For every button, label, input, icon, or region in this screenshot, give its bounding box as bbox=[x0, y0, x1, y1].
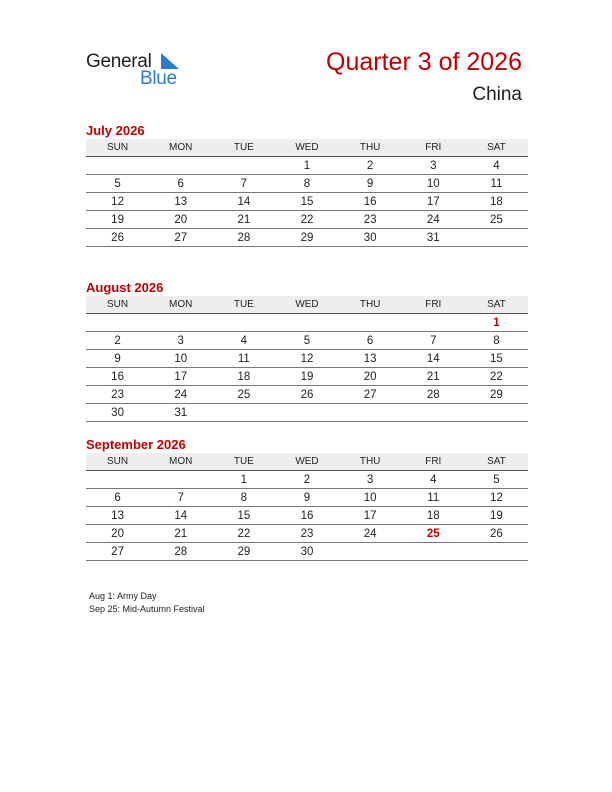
month-title: August 2026 bbox=[86, 280, 164, 295]
day-cell: 13 bbox=[149, 193, 212, 211]
day-cell: 5 bbox=[275, 332, 338, 350]
day-cell: 4 bbox=[465, 157, 528, 175]
holiday-note: Sep 25: Mid-Autumn Festival bbox=[89, 603, 205, 614]
empty-day-cell bbox=[86, 314, 149, 332]
day-cell: 8 bbox=[465, 332, 528, 350]
day-cell: 2 bbox=[339, 157, 402, 175]
week-row bbox=[86, 314, 528, 332]
week-row bbox=[86, 507, 528, 525]
empty-day-cell bbox=[86, 471, 149, 489]
week-row bbox=[86, 229, 528, 247]
month-title: September 2026 bbox=[86, 437, 186, 452]
weekday-header-row bbox=[86, 453, 528, 471]
day-cell: 9 bbox=[86, 350, 149, 368]
empty-day-cell bbox=[212, 157, 275, 175]
day-cell: 31 bbox=[149, 404, 212, 422]
day-cell: 7 bbox=[402, 332, 465, 350]
day-cell: 7 bbox=[212, 175, 275, 193]
weekday-header: THU bbox=[339, 296, 402, 314]
week-row bbox=[86, 175, 528, 193]
weekday-header: WED bbox=[275, 453, 338, 471]
day-cell: 22 bbox=[465, 368, 528, 386]
day-cell: 20 bbox=[339, 368, 402, 386]
weekday-header: THU bbox=[339, 139, 402, 157]
day-cell: 16 bbox=[275, 507, 338, 525]
month-july bbox=[86, 123, 528, 247]
month-title: July 2026 bbox=[86, 123, 145, 138]
day-cell: 11 bbox=[212, 350, 275, 368]
weekday-header: MON bbox=[149, 453, 212, 471]
empty-day-cell bbox=[339, 543, 402, 561]
day-cell: 17 bbox=[149, 368, 212, 386]
weekday-header: FRI bbox=[402, 139, 465, 157]
day-cell: 30 bbox=[339, 229, 402, 247]
day-cell: 23 bbox=[275, 525, 338, 543]
empty-day-cell bbox=[149, 314, 212, 332]
day-cell: 30 bbox=[275, 543, 338, 561]
day-cell: 16 bbox=[86, 368, 149, 386]
day-cell: 26 bbox=[275, 386, 338, 404]
day-cell: 10 bbox=[339, 489, 402, 507]
day-cell: 6 bbox=[149, 175, 212, 193]
day-cell: 23 bbox=[86, 386, 149, 404]
day-cell: 3 bbox=[149, 332, 212, 350]
day-cell: 27 bbox=[339, 386, 402, 404]
day-cell: 25 bbox=[465, 211, 528, 229]
empty-day-cell bbox=[402, 404, 465, 422]
day-cell: 12 bbox=[86, 193, 149, 211]
empty-day-cell bbox=[149, 471, 212, 489]
day-cell: 18 bbox=[402, 507, 465, 525]
day-cell: 2 bbox=[86, 332, 149, 350]
day-cell: 21 bbox=[402, 368, 465, 386]
day-cell: 18 bbox=[465, 193, 528, 211]
week-row bbox=[86, 193, 528, 211]
day-cell: 9 bbox=[275, 489, 338, 507]
calendar-table bbox=[86, 453, 528, 561]
day-cell: 11 bbox=[465, 175, 528, 193]
month-august bbox=[86, 280, 528, 422]
empty-day-cell bbox=[275, 314, 338, 332]
day-cell: 2 bbox=[275, 471, 338, 489]
day-cell: 13 bbox=[86, 507, 149, 525]
weekday-header: SAT bbox=[465, 296, 528, 314]
day-cell: 15 bbox=[275, 193, 338, 211]
week-row bbox=[86, 543, 528, 561]
empty-day-cell bbox=[86, 157, 149, 175]
holiday-notes bbox=[89, 590, 205, 615]
day-cell: 23 bbox=[339, 211, 402, 229]
week-row bbox=[86, 368, 528, 386]
weekday-header: SAT bbox=[465, 139, 528, 157]
day-cell: 15 bbox=[465, 350, 528, 368]
day-cell: 9 bbox=[339, 175, 402, 193]
weekday-header: FRI bbox=[402, 296, 465, 314]
weekday-header: TUE bbox=[212, 139, 275, 157]
logo-triangle-icon bbox=[161, 53, 179, 69]
day-cell: 5 bbox=[465, 471, 528, 489]
empty-day-cell bbox=[465, 229, 528, 247]
day-cell: 1 bbox=[212, 471, 275, 489]
empty-day-cell bbox=[212, 404, 275, 422]
weekday-header: MON bbox=[149, 296, 212, 314]
week-row bbox=[86, 332, 528, 350]
day-cell: 26 bbox=[465, 525, 528, 543]
month-september bbox=[86, 437, 528, 561]
day-cell: 22 bbox=[275, 211, 338, 229]
day-cell: 28 bbox=[402, 386, 465, 404]
empty-day-cell bbox=[339, 314, 402, 332]
day-cell: 8 bbox=[275, 175, 338, 193]
day-cell: 22 bbox=[212, 525, 275, 543]
day-cell: 27 bbox=[149, 229, 212, 247]
day-cell: 29 bbox=[465, 386, 528, 404]
day-cell: 14 bbox=[402, 350, 465, 368]
logo-blue-text: Blue bbox=[140, 68, 177, 89]
empty-day-cell bbox=[275, 404, 338, 422]
weekday-header: SUN bbox=[86, 296, 149, 314]
day-cell: 24 bbox=[402, 211, 465, 229]
weekday-header: WED bbox=[275, 296, 338, 314]
logo-general-text: General bbox=[86, 51, 152, 72]
day-cell: 12 bbox=[275, 350, 338, 368]
day-cell: 7 bbox=[149, 489, 212, 507]
week-row bbox=[86, 471, 528, 489]
weekday-header-row bbox=[86, 139, 528, 157]
empty-day-cell bbox=[212, 314, 275, 332]
day-cell: 10 bbox=[402, 175, 465, 193]
week-row bbox=[86, 350, 528, 368]
weekday-header: FRI bbox=[402, 453, 465, 471]
empty-day-cell bbox=[402, 543, 465, 561]
day-cell: 30 bbox=[86, 404, 149, 422]
day-cell: 3 bbox=[402, 157, 465, 175]
day-cell: 13 bbox=[339, 350, 402, 368]
day-cell: 31 bbox=[402, 229, 465, 247]
day-cell: 3 bbox=[339, 471, 402, 489]
weekday-header: THU bbox=[339, 453, 402, 471]
day-cell: 25 bbox=[212, 386, 275, 404]
page-title: Quarter 3 of 2026 bbox=[326, 48, 522, 76]
day-cell: 20 bbox=[86, 525, 149, 543]
empty-day-cell bbox=[149, 157, 212, 175]
weekday-header: TUE bbox=[212, 296, 275, 314]
weekday-header: SUN bbox=[86, 453, 149, 471]
day-cell: 6 bbox=[339, 332, 402, 350]
holiday-day-cell: 25 bbox=[402, 525, 465, 543]
weekday-header: SUN bbox=[86, 139, 149, 157]
day-cell: 4 bbox=[402, 471, 465, 489]
day-cell: 19 bbox=[465, 507, 528, 525]
day-cell: 5 bbox=[86, 175, 149, 193]
day-cell: 12 bbox=[465, 489, 528, 507]
day-cell: 17 bbox=[339, 507, 402, 525]
day-cell: 1 bbox=[275, 157, 338, 175]
day-cell: 24 bbox=[149, 386, 212, 404]
brand-logo bbox=[86, 51, 186, 91]
day-cell: 19 bbox=[275, 368, 338, 386]
week-row bbox=[86, 525, 528, 543]
day-cell: 6 bbox=[86, 489, 149, 507]
empty-day-cell bbox=[402, 314, 465, 332]
weekday-header: MON bbox=[149, 139, 212, 157]
day-cell: 4 bbox=[212, 332, 275, 350]
day-cell: 21 bbox=[212, 211, 275, 229]
empty-day-cell bbox=[465, 404, 528, 422]
day-cell: 15 bbox=[212, 507, 275, 525]
day-cell: 14 bbox=[149, 507, 212, 525]
day-cell: 26 bbox=[86, 229, 149, 247]
day-cell: 14 bbox=[212, 193, 275, 211]
week-row bbox=[86, 211, 528, 229]
week-row bbox=[86, 404, 528, 422]
holiday-day-cell: 1 bbox=[465, 314, 528, 332]
holiday-note: Aug 1: Army Day bbox=[89, 591, 157, 601]
day-cell: 16 bbox=[339, 193, 402, 211]
weekday-header: WED bbox=[275, 139, 338, 157]
day-cell: 27 bbox=[86, 543, 149, 561]
day-cell: 11 bbox=[402, 489, 465, 507]
day-cell: 29 bbox=[212, 543, 275, 561]
day-cell: 28 bbox=[149, 543, 212, 561]
empty-day-cell bbox=[339, 404, 402, 422]
day-cell: 18 bbox=[212, 368, 275, 386]
empty-day-cell bbox=[465, 543, 528, 561]
day-cell: 24 bbox=[339, 525, 402, 543]
day-cell: 10 bbox=[149, 350, 212, 368]
weekday-header: TUE bbox=[212, 453, 275, 471]
day-cell: 29 bbox=[275, 229, 338, 247]
week-row bbox=[86, 386, 528, 404]
week-row bbox=[86, 157, 528, 175]
weekday-header-row bbox=[86, 296, 528, 314]
day-cell: 17 bbox=[402, 193, 465, 211]
calendar-table bbox=[86, 296, 528, 422]
day-cell: 28 bbox=[212, 229, 275, 247]
calendar-table bbox=[86, 139, 528, 247]
day-cell: 21 bbox=[149, 525, 212, 543]
week-row bbox=[86, 489, 528, 507]
day-cell: 19 bbox=[86, 211, 149, 229]
day-cell: 20 bbox=[149, 211, 212, 229]
weekday-header: SAT bbox=[465, 453, 528, 471]
day-cell: 8 bbox=[212, 489, 275, 507]
country-name: China bbox=[472, 84, 522, 105]
